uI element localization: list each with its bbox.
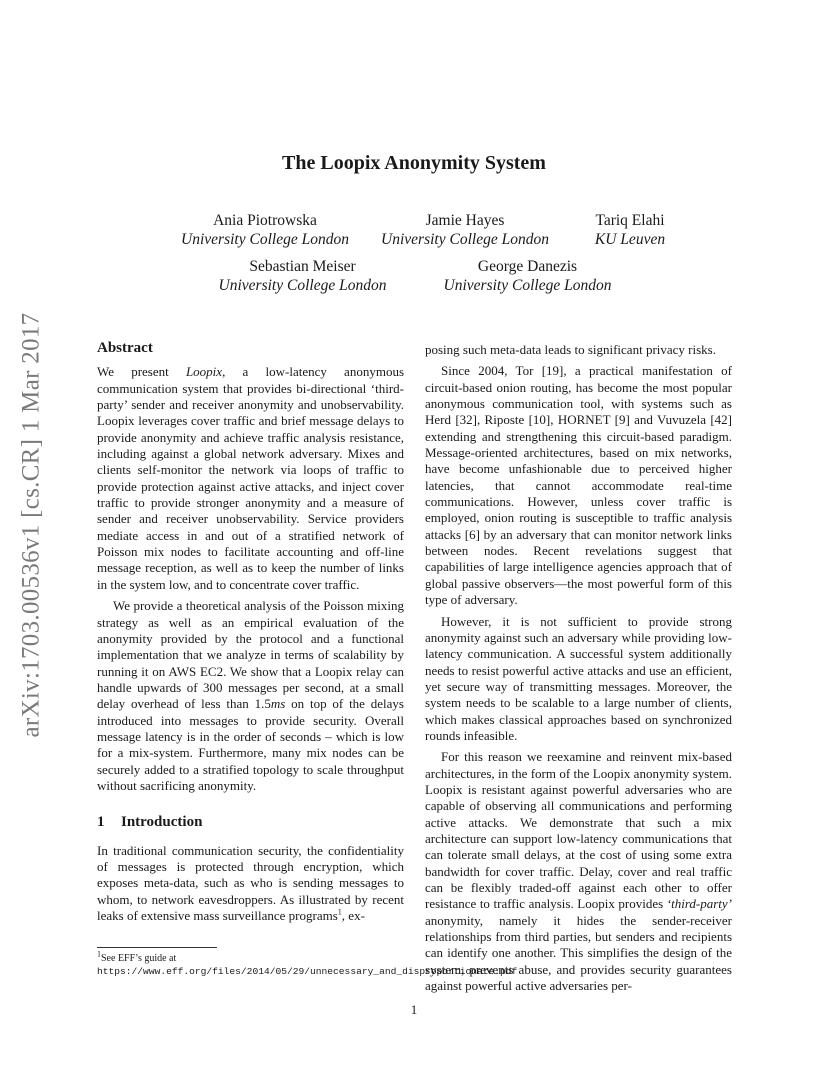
author-block — [580, 211, 680, 249]
arxiv-sidebar-stamp — [14, 290, 48, 760]
section-number: 1 — [97, 814, 105, 831]
section-heading-introduction — [97, 814, 404, 830]
body-paragraph: However, it is not sufficient to provide strong anonymity against such an adversary while providing low-latency communication. A successful system additionally needs to resist powerful active attacks and use an efficient, yet secure way of transmitting messages. Moreover, the system needs to be scalable to a large number of clients, which makes classical approaches based on synchronized rounds infeasible. — [425, 613, 732, 743]
loopix-emphasis: Loopix — [185, 364, 223, 380]
author-name: Jamie Hayes — [425, 212, 505, 229]
paper-title: The Loopix Anonymity System — [282, 152, 546, 174]
author-block — [430, 257, 625, 295]
author-affiliation: KU Leuven — [594, 231, 666, 248]
body-paragraph: For this reason we reexamine and reinvent mix-based architectures, in the form of the Loopix anonymity system. Loopix is resistant against powerful adversaries who are capable of observing all communications and performing active attacks. We demonstrate that such a mix architecture can support low-latency communications that can tolerate small delays, at the cost of using some extra bandwidth for cover traffic. Delay, cover and real traffic can be flexibly traded-off against each other to offer resistance to traffic analysis. Loopix provides ‘third-party’ anonymity, namely it hides the sender-receiver relationships from third parties, but senders and recipients can identify one another. This simplifies the design of the system, prevents abuse, and provides security guarantees against powerful active adversaries per- — [425, 749, 732, 994]
third-party-emphasis: ‘third-party’ — [666, 896, 732, 912]
footnote-link[interactable]: https://www.eff.org/files/2014/05/29/unnecessary_and_disproportionate.pdf — [97, 965, 518, 977]
section-title: Introduction — [121, 814, 203, 831]
footnote-number: 1 — [97, 949, 101, 959]
right-column — [425, 342, 732, 999]
author-affiliation: University College London — [381, 231, 549, 248]
body-paragraph: posing such meta-data leads to significant privacy risks. — [425, 342, 716, 357]
author-affiliation: University College London — [218, 277, 387, 294]
ms-unit: ms — [270, 696, 286, 712]
arxiv-identifier: arXiv:1703.00536v1 [cs.CR] 1 Mar 2017 — [17, 312, 45, 738]
footnote: $^1$See EFF’s guide at https://www.eff.org/files/2014/05/29/unnecessary_and_disproportionate.pdf — [97, 949, 518, 977]
abstract-paragraph: We provide a theoretical analysis of the Poisson mixing strategy as well as an empirical evaluation of the anonymity provided by the protocol and a functional implementation that we analyze in terms of scalability by running it on AWS EC2. We show that a Loopix relay can handle upwards of 300 messages per second, at a small delay overhead of less than 1.5ms on top of the delays introduced into messages to provide security. Overall message latency is in the order of seconds – which is low for a mix-system. Furthermore, many mix nodes can be securely added to a stratified topology to scale throughput without sacrificing anonymity. — [97, 598, 404, 793]
left-column — [97, 340, 404, 929]
footnote-divider — [97, 947, 217, 948]
author-name: Sebastian Meiser — [249, 258, 356, 275]
author-block — [205, 257, 400, 295]
author-name: George Danezis — [477, 258, 578, 275]
abstract-paragraph: We present Loopix, a low-latency anonymous communication system that provides bi-directional ‘third-party’ sender and receiver anonymity and unobservability. Loopix leverages cover traffic and brief message delays to provide anonymity and achieve traffic analysis resistance, including against a global network adversary. Mixes and clients self-monitor the network via loops of traffic to provide protection against active attacks, and inject cover traffic to provide stronger anonymity and a measure of sender and receiver unobservability. Service providers mediate access in and out of a stratified network of Poisson mix nodes to facilitate accounting and off-line message reception, as well as to keep the number of links in the system low, and to concentrate cover traffic. — [97, 364, 405, 592]
intro-paragraph: In traditional communication security, the confidentiality of messages is protected through encryption, which exposes meta-data, such as who is sending messages to whom, to network eavesdroppers. As illustrated by recent leaks of extensive mass surveillance programs$^1$, ex- — [97, 842, 404, 923]
author-name: Tariq Elahi — [595, 212, 665, 229]
footnote-mark: 1 — [337, 907, 342, 917]
author-block — [370, 211, 560, 249]
author-name: Ania Piotrowska — [213, 212, 317, 229]
author-affiliation: University College London — [443, 277, 612, 294]
abstract-heading: Abstract — [97, 340, 153, 356]
author-block — [170, 211, 360, 249]
author-affiliation: University College London — [181, 231, 349, 248]
page-number: 1 — [410, 1002, 418, 1017]
body-paragraph: Since 2004, Tor [19], a practical manifestation of circuit-based onion routing, has become the most popular anonymous communication tool, with systems such as Herd [32], Riposte [10], HORNET [9] and Vuvuzela [42] extending and strengthening this circuit-based paradigm. Message-oriented architectures, based on mix networks, have become unfashionable due to perceived higher latencies, that cannot accommodate real-time communications. However, unless cover traffic is employed, onion routing is susceptible to traffic analysis attacks [6] by an adversary that can monitor network links between nodes. Recent revelations suggest that capabilities of large intelligence agencies approach that of global passive observers—the most powerful form of this type of adversary. — [425, 363, 732, 608]
